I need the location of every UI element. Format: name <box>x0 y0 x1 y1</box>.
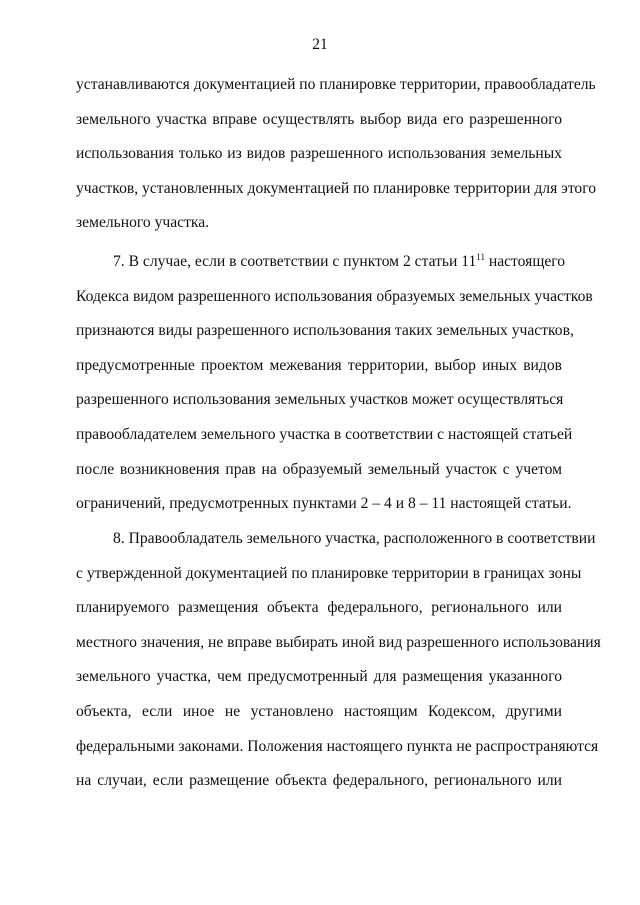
paragraph-7-lead: 7. В случае, если в соответствии с пунктом 2 статьи 11 <box>113 253 477 270</box>
text-line: использования только из видов разрешенного использования земельных <box>76 145 562 163</box>
text-line <box>76 245 566 280</box>
text-line: Кодекса видом разрешенного использования образуемых земельных участков <box>76 287 593 305</box>
text-line: участков, установленных документацией по планировке территории для этого <box>76 179 597 197</box>
text-line: планируемого размещения объекта федерального, регионального или <box>76 599 562 617</box>
paragraph-7-lead-end: настоящего <box>488 253 566 270</box>
text-line: ограничений, предусмотренных пунктами 2 – 4 и 8 – 11 настоящей статьи. <box>76 495 572 513</box>
text-line: после возникновения прав на образуемый земельный участок с учетом <box>76 460 562 478</box>
paragraph-continuation <box>76 68 597 241</box>
text-line: признаются виды разрешенного использования таких земельных участков, <box>76 322 574 340</box>
text-line: объекта, если иное не установлено настоящим Кодексом, другими <box>76 702 562 720</box>
text-line: правообладателем земельного участка в соответствии с настоящей статьей <box>76 425 573 443</box>
text-line: разрешенного использования земельных участков может осуществляться <box>76 391 564 409</box>
page-number: 21 <box>312 36 328 53</box>
text-line: на случаи, если размещение объекта федерального, регионального или <box>76 772 562 790</box>
article-superscript: 11 <box>476 252 485 262</box>
paragraph-8 <box>76 522 601 799</box>
text-line: местного значения, не вправе выбирать иной вид разрешенного использования <box>76 633 601 651</box>
text-line: предусмотренные проектом межевания территории, выбор иных видов <box>76 356 562 374</box>
text-line: 8. Правообладатель земельного участка, расположенного в соответствии <box>113 530 596 547</box>
text-line: с утвержденной документацией по планировке территории в границах зоны <box>76 564 582 582</box>
text-line: земельного участка. <box>76 214 210 232</box>
text-line: земельного участка, чем предусмотренный для размещения указанного <box>76 668 562 686</box>
text-line: федеральными законами. Положения настоящего пункта не распространяются <box>76 737 599 755</box>
paragraph-7 <box>76 245 593 522</box>
text-line: устанавливаются документацией по планировке территории, правообладатель <box>76 76 596 93</box>
text-line: земельного участка вправе осуществлять выбор вида его разрешенного <box>76 110 562 128</box>
